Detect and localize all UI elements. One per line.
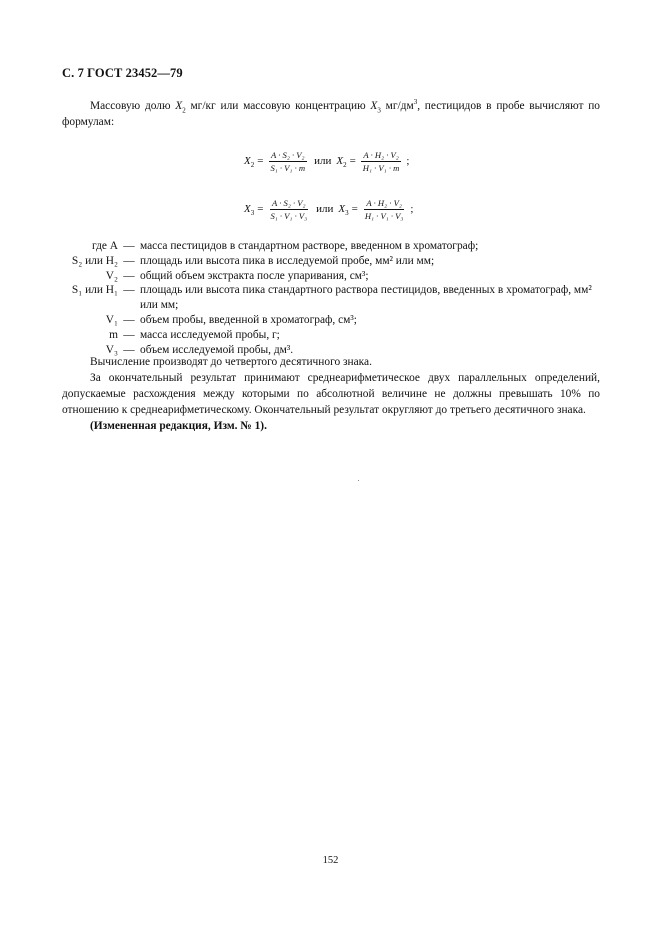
formula2-denominator-right: H₁ · V₁ · V₃ [364,210,404,221]
definition-dash: — [123,269,135,282]
definition-text: масса исследуемой пробы, г; [140,328,280,341]
formula1-denominator-left: S₁ · V₁ · m [270,162,306,173]
page-header: С. 7 ГОСТ 23452—79 [62,66,183,80]
definition-text: масса пестицидов в стандартном растворе, введенном в хроматограф; [140,240,479,252]
formula2-lhs-right [338,203,349,218]
formula2-lhs-right-sub: 3 [345,209,349,218]
formula1-fraction-right [361,150,402,173]
x3-sub: 3 [377,106,381,115]
intro-paragraph [62,98,600,130]
paragraph-amendment: (Измененная редакция, Изм. № 1). [90,420,267,432]
definition-text: площадь или высота пика в исследуемой пробе, мм² или мм; [140,254,435,267]
definition-dash: — [123,343,135,356]
formula2-fraction-right [363,198,406,221]
formula1-lhs-left-sub: 2 [250,161,255,170]
definition-dash: — [123,240,135,252]
intro-text-1: Массовую долю [90,100,176,112]
definition-row [62,313,602,328]
x2-sub: 2 [182,106,186,115]
definition-symbol: S₁ или H₁ [71,284,118,297]
intro-text-4: , пестицидов в пробе вычисляют по формулам: [62,100,600,128]
formula2-lhs-left [244,203,255,218]
formula2-eq-right: = [351,203,358,215]
definition-symbol: V₃ [105,343,118,356]
formula2-numerator-left: A · S₂ · V₂ [272,197,306,208]
definition-symbol: m [109,328,118,341]
definition-dash: — [123,284,135,297]
scan-speck [358,480,359,481]
formula2-denominator-left: S₁ · V₁ · V₃ [270,210,308,221]
definition-symbol: V₂ [105,269,118,282]
x2-symbol [175,100,186,115]
definitions-list [62,239,602,357]
definition-row [62,283,602,313]
x3-var: X [370,100,378,112]
formula2-eq-left: = [257,203,264,215]
formula1-lhs-right-var: X [336,155,344,167]
definition-row [62,254,602,269]
definition-row [62,239,602,254]
formula1-or: или [314,155,332,167]
definition-dash: — [123,328,135,341]
definition-text: объем исследуемой пробы, дм³. [140,343,294,356]
definition-dash: — [123,313,135,326]
definition-symbol: S₂ или H₂ [71,254,118,267]
formula2-lhs-left-var: X [244,203,251,215]
formula1-lhs-left-var: X [244,155,251,167]
definition-symbol: где A [91,240,118,252]
formula1-denominator-right: H₁ · V₁ · m [362,162,400,173]
paragraph-final-result: За окончательный результат принимают среднеарифметическое двух параллельных определений, допускаемые расхождения между которыми по абсолютной величине не должны превышать 10% по отношению к среднеарифметическому. Окончательный результат округляют до третьего десятичного знака. [62,372,600,416]
body-paragraphs [62,354,600,434]
x2-var: X [175,100,183,112]
x3-symbol [370,100,381,115]
formula-row-2 [244,192,413,226]
formula1-lhs-left [244,155,255,170]
intro-sup: 3 [413,98,418,107]
formula1-semicolon: ; [406,155,410,167]
formula2-numerator-right: A · H₂ · V₂ [366,197,402,208]
formula2-semicolon: ; [410,203,414,215]
formula1-fraction-left [268,150,307,173]
formula2-or: или [316,203,334,215]
formula2-lhs-left-sub: 3 [250,209,255,218]
formula1-numerator-left: A · S₂ · V₂ [271,149,305,160]
definition-text: площадь или высота пика стандартного раствора пестицидов, введенных в хроматограф, мм² или мм; [140,284,592,312]
formula1-numerator-right: A · H₂ · V₂ [363,149,399,160]
definition-dash: — [123,254,135,267]
formula2-fraction-left [268,198,309,221]
definition-row [62,328,602,343]
formula1-eq-left: = [257,155,264,167]
intro-text-2: мг/кг или массовую концентрацию [185,100,371,112]
paragraph-precision: Вычисление производят до четвертого десятичного знака. [90,356,372,368]
formula1-lhs-right-sub: 2 [343,161,347,170]
definition-symbol: V₁ [105,313,118,326]
formula-row-1 [244,144,409,178]
formula2-lhs-right-var: X [338,203,346,215]
intro-text-3: мг/дм [380,100,414,112]
definition-text: общий объем экстракта после упаривания, см³; [140,269,369,282]
definition-row [62,269,602,284]
formula1-lhs-right [336,155,347,170]
definition-text: объем пробы, введенной в хроматограф, см³; [140,313,357,326]
formula1-eq-right: = [349,155,356,167]
page-number: 152 [322,855,339,866]
